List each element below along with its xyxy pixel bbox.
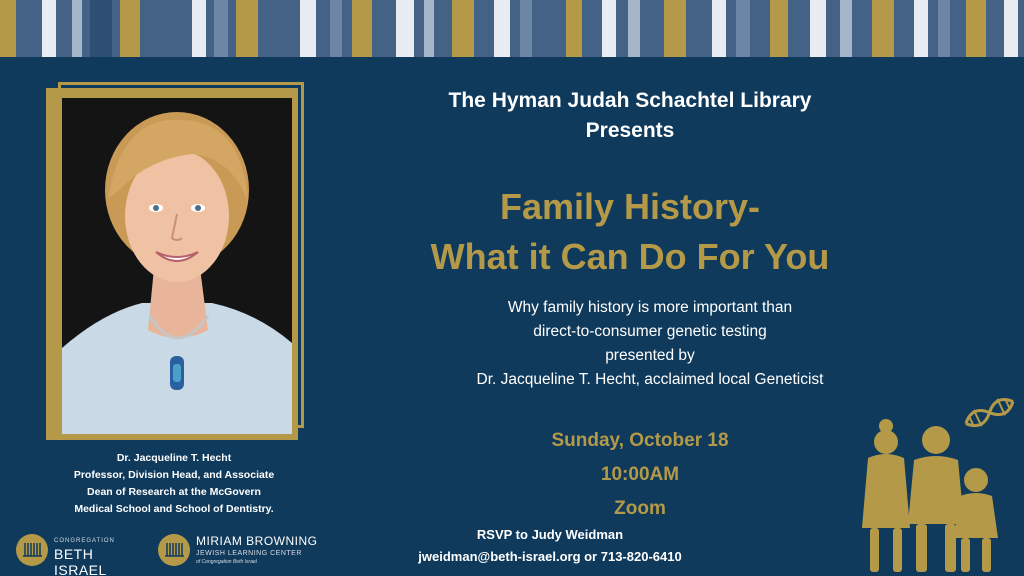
stripe [352, 0, 372, 57]
speaker-bio-line: Professor, Division Head, and Associate [73, 469, 275, 481]
stripe [712, 0, 726, 57]
speaker-bio-line: Dean of Research at the McGovern [87, 486, 261, 498]
stripe [424, 0, 434, 57]
stripe [840, 0, 852, 57]
stripe [566, 0, 582, 57]
stripe [452, 0, 474, 57]
dna-icon [962, 393, 1017, 431]
portrait-illustration [62, 98, 292, 434]
stripe [914, 0, 928, 57]
event-location: Zoom [614, 498, 666, 519]
stripe [0, 0, 16, 57]
stripe [938, 0, 950, 57]
stripe [300, 0, 316, 57]
event-description [380, 296, 920, 392]
rsvp-email-phone[interactable]: jweidman@beth-israel.org or 713-820-6410 [418, 549, 682, 564]
speaker-bio-line: Medical School and School of Dentistry. [74, 503, 274, 515]
stripe [628, 0, 640, 57]
stripe-banner [0, 0, 1024, 57]
congregation-beth-israel-logo [16, 532, 146, 576]
stripe [72, 0, 82, 57]
description-line: Why family history is more important than [507, 299, 793, 316]
stripe [90, 0, 112, 57]
rsvp-info [370, 524, 730, 568]
logo-text: MIRIAM BROWNING [196, 534, 318, 548]
event-details [440, 424, 840, 526]
sponsor-logos [16, 532, 336, 576]
logo-text: JEWISH LEARNING CENTER [196, 550, 302, 557]
event-title-line: Family History- [499, 186, 761, 227]
stripe [192, 0, 206, 57]
speaker-name: Dr. Jacqueline T. Hecht [116, 452, 232, 464]
family-illustration [848, 388, 1024, 576]
stripe [602, 0, 616, 57]
stripe [770, 0, 788, 57]
stripe [214, 0, 228, 57]
stripe [42, 0, 56, 57]
portrait-frame [46, 88, 298, 440]
stripe [872, 0, 894, 57]
stripe [664, 0, 686, 57]
event-title-line: What it Can Do For You [430, 236, 830, 277]
description-line: direct-to-consumer genetic testing [533, 323, 767, 340]
portrait-photo [62, 98, 292, 434]
presents-label: Presents [585, 119, 675, 142]
logo-text: BETH ISRAEL [54, 546, 107, 576]
miriam-browning-logo [158, 532, 338, 568]
menorah-logo-icon [158, 534, 190, 566]
rsvp-contact: RSVP to Judy Weidman [476, 527, 624, 542]
logo-text: of Congregation Beth Israel [196, 559, 257, 565]
stripe [810, 0, 826, 57]
menorah-logo-icon [16, 534, 48, 566]
stripe [120, 0, 140, 57]
event-header [330, 86, 930, 146]
stripe [1004, 0, 1018, 57]
family-icon [848, 388, 1024, 576]
stripe [330, 0, 342, 57]
description-line: presented by [605, 347, 695, 364]
event-date: Sunday, October 18 [551, 430, 729, 451]
stripe [966, 0, 986, 57]
stripe [494, 0, 510, 57]
description-line: Dr. Jacqueline T. Hecht, acclaimed local Geneticist [476, 371, 824, 388]
stripe [736, 0, 750, 57]
stripe [520, 0, 532, 57]
event-time: 10:00AM [600, 464, 680, 485]
speaker-bio [44, 450, 304, 518]
event-title [340, 182, 920, 282]
library-name: The Hyman Judah Schachtel Library [448, 89, 812, 112]
stripe [396, 0, 414, 57]
logo-text: CONGREGATION [54, 538, 115, 544]
stripe [236, 0, 258, 57]
